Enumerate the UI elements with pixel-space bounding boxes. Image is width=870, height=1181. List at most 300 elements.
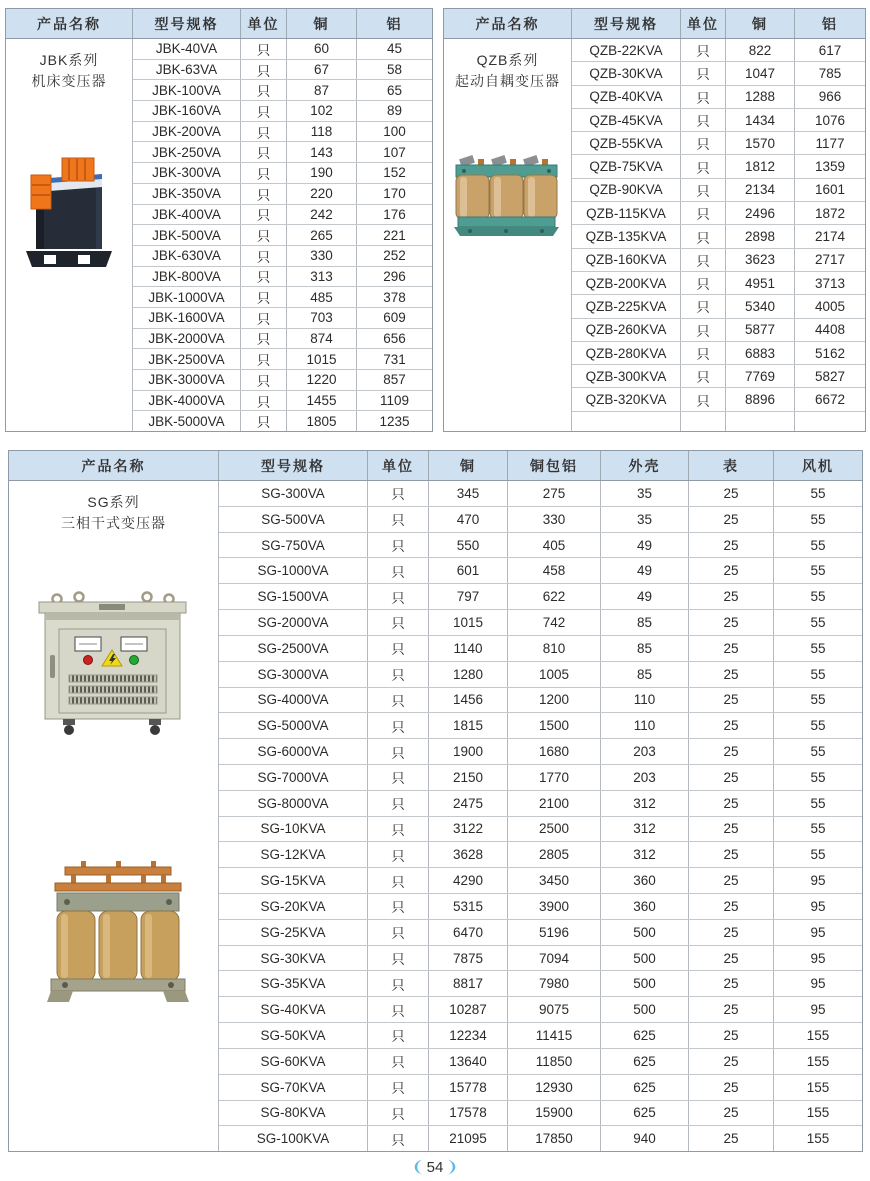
table-cell: JBK-1600VA <box>133 308 241 328</box>
table-cell: 822 <box>726 39 795 61</box>
table-cell: 155 <box>806 1027 830 1043</box>
table-cell: 742 <box>508 610 601 635</box>
table-row <box>133 246 432 267</box>
table-cell: 只 <box>241 411 287 431</box>
table-row <box>133 349 432 370</box>
column-header-unit: 单位 <box>241 9 287 38</box>
table-cell: 11850 <box>508 1049 601 1074</box>
column-header-unit: 单位 <box>681 9 726 38</box>
table-cell: 只 <box>241 370 287 390</box>
table-cell: 只 <box>368 688 429 713</box>
table-cell: 155 <box>806 1079 830 1095</box>
table-cell: 67 <box>287 60 357 80</box>
table-cell: SG-12KVA <box>219 842 368 867</box>
table-row <box>219 636 862 662</box>
table-cell: 5340 <box>726 295 795 317</box>
table-row <box>219 584 862 610</box>
table-cell: 25 <box>689 688 774 713</box>
table-cell: 只 <box>368 1049 429 1074</box>
table-cell: 只 <box>241 205 287 225</box>
sg-series-table <box>8 450 863 1152</box>
table-cell: 25 <box>689 920 774 945</box>
table-row <box>133 163 432 184</box>
table-cell: 只 <box>368 584 429 609</box>
table-row <box>133 39 432 60</box>
table-cell: 只 <box>368 971 429 996</box>
table-cell: 485 <box>287 287 357 307</box>
table-cell: 95 <box>810 976 826 992</box>
table-cell: 1455 <box>287 391 357 411</box>
table-row <box>219 842 862 868</box>
table-cell: QZB-135KVA <box>572 225 681 247</box>
table-cell: 35 <box>601 507 689 532</box>
sg-cabinet-transformer-photo <box>35 589 190 739</box>
table-cell: 只 <box>681 272 726 294</box>
table-cell: 89 <box>386 103 403 119</box>
table-cell: 1570 <box>726 132 795 154</box>
table-row <box>219 662 862 688</box>
table-cell: 49 <box>601 558 689 583</box>
table-cell: 3450 <box>508 868 601 893</box>
table-cell: 966 <box>818 89 842 105</box>
table-cell: 45 <box>386 41 403 57</box>
table-row <box>219 610 862 636</box>
table-cell: JBK-800VA <box>133 267 241 287</box>
table-cell: 1770 <box>508 765 601 790</box>
table-cell: 7094 <box>508 946 601 971</box>
table-cell: 609 <box>383 310 406 326</box>
column-header-copper: 铜 <box>429 451 508 480</box>
table-cell: QZB-260KVA <box>572 319 681 341</box>
table-cell: 只 <box>681 179 726 201</box>
table-cell: 只 <box>368 946 429 971</box>
table-row <box>219 507 862 533</box>
table-cell: SG-7000VA <box>219 765 368 790</box>
table-cell: 810 <box>508 636 601 661</box>
table-cell: 1015 <box>287 349 357 369</box>
table-rows <box>133 39 432 431</box>
table-row <box>572 342 865 365</box>
jbk-series-table <box>5 8 433 432</box>
table-cell: JBK-1000VA <box>133 287 241 307</box>
table-cell: 1900 <box>429 739 508 764</box>
table-cell: 500 <box>601 920 689 945</box>
table-cell: 1140 <box>429 636 508 661</box>
qzb-series-table <box>443 8 866 432</box>
table-row <box>219 1126 862 1151</box>
table-cell: JBK-63VA <box>133 60 241 80</box>
table-cell: 5196 <box>508 920 601 945</box>
table-cell: 只 <box>681 86 726 108</box>
column-header-product-name: 产品名称 <box>444 9 572 38</box>
table-row <box>133 142 432 163</box>
table-cell: JBK-4000VA <box>133 391 241 411</box>
table-cell: JBK-5000VA <box>133 411 241 431</box>
table-cell: 55 <box>810 511 826 527</box>
table-cell: 940 <box>601 1126 689 1151</box>
table-cell: 170 <box>383 186 406 202</box>
table-cell: SG-100KVA <box>219 1126 368 1151</box>
table-cell: 只 <box>241 39 287 59</box>
table-row <box>133 80 432 101</box>
table-cell: 7875 <box>429 946 508 971</box>
table-cell: 只 <box>368 507 429 532</box>
table-row <box>572 179 865 202</box>
table-cell: 只 <box>681 342 726 364</box>
table-cell: 只 <box>368 558 429 583</box>
table-cell: 55 <box>810 614 826 630</box>
table-cell: JBK-350VA <box>133 184 241 204</box>
table-cell: 2174 <box>814 229 846 245</box>
table-row <box>572 155 865 178</box>
table-cell: 25 <box>689 610 774 635</box>
table-cell: 2150 <box>429 765 508 790</box>
table-row <box>572 62 865 85</box>
table-cell: 95 <box>810 950 826 966</box>
table-cell: 1220 <box>287 370 357 390</box>
table-cell: 500 <box>601 971 689 996</box>
table-row <box>219 533 862 559</box>
table-cell: 55 <box>810 640 826 656</box>
table-cell: 221 <box>383 227 406 243</box>
table-cell: QZB-225KVA <box>572 295 681 317</box>
table-row <box>133 184 432 205</box>
table-cell: 265 <box>287 225 357 245</box>
column-header-aluminum: 铝 <box>386 15 403 32</box>
table-header-row <box>6 9 432 39</box>
table-cell: 17578 <box>429 1101 508 1126</box>
table-cell: 1601 <box>814 182 846 198</box>
table-cell: 622 <box>508 584 601 609</box>
table-cell: 25 <box>689 791 774 816</box>
table-row <box>572 272 865 295</box>
table-row <box>572 388 865 411</box>
table-cell: 1456 <box>429 688 508 713</box>
table-cell: 360 <box>601 894 689 919</box>
sg-open-coil-transformer-photo <box>43 861 193 1009</box>
table-cell: 只 <box>681 249 726 271</box>
table-cell: 只 <box>368 894 429 919</box>
table-cell: 25 <box>689 713 774 738</box>
table-cell: 1235 <box>379 413 410 429</box>
table-row <box>572 249 865 272</box>
column-header-meter: 表 <box>689 451 774 480</box>
table-cell: 55 <box>810 769 826 785</box>
table-cell: JBK-2500VA <box>133 349 241 369</box>
table-cell: 176 <box>383 206 406 222</box>
table-cell: 25 <box>689 1126 774 1151</box>
table-cell: 6883 <box>726 342 795 364</box>
table-cell: 500 <box>601 946 689 971</box>
table-cell: 703 <box>287 308 357 328</box>
table-cell: 1200 <box>508 688 601 713</box>
table-cell: 3900 <box>508 894 601 919</box>
column-header-enclosure: 外壳 <box>601 451 689 480</box>
table-cell: 625 <box>601 1075 689 1100</box>
table-cell: 只 <box>241 391 287 411</box>
table-row <box>133 225 432 246</box>
table-cell: SG-70KVA <box>219 1075 368 1100</box>
table-cell: QZB-320KVA <box>572 388 681 410</box>
table-cell: 60 <box>287 39 357 59</box>
table-cell: 617 <box>818 42 842 58</box>
table-cell: SG-30KVA <box>219 946 368 971</box>
table-cell: JBK-3000VA <box>133 370 241 390</box>
table-cell: 只 <box>241 225 287 245</box>
table-cell: 只 <box>241 163 287 183</box>
table-cell: JBK-400VA <box>133 205 241 225</box>
table-row <box>219 997 862 1023</box>
table-cell: JBK-200VA <box>133 122 241 142</box>
table-cell: 5877 <box>726 319 795 341</box>
table-cell: 只 <box>368 481 429 506</box>
table-cell: 1812 <box>726 155 795 177</box>
table-cell: 2100 <box>508 791 601 816</box>
table-row <box>219 946 862 972</box>
table-cell: SG-50KVA <box>219 1023 368 1048</box>
table-cell: 只 <box>681 319 726 341</box>
table-cell: SG-3000VA <box>219 662 368 687</box>
table-cell: QZB-75KVA <box>572 155 681 177</box>
table-cell: 1005 <box>508 662 601 687</box>
table-cell: 1015 <box>429 610 508 635</box>
table-cell: 只 <box>368 1101 429 1126</box>
table-cell: SG-300VA <box>219 481 368 506</box>
table-cell: 85 <box>601 610 689 635</box>
table-cell: 8896 <box>726 388 795 410</box>
table-row <box>133 391 432 412</box>
table-cell: 155 <box>806 1105 830 1121</box>
table-cell: 1280 <box>429 662 508 687</box>
table-cell: 330 <box>508 507 601 532</box>
table-cell: 8817 <box>429 971 508 996</box>
empty-row <box>572 412 865 431</box>
table-cell: QZB-200KVA <box>572 272 681 294</box>
table-cell: 55 <box>810 744 826 760</box>
page-next-icon <box>446 1159 456 1175</box>
table-cell: 25 <box>689 765 774 790</box>
table-cell: 312 <box>601 817 689 842</box>
product-name-cell <box>444 39 572 431</box>
table-cell: 1805 <box>287 411 357 431</box>
table-cell: 只 <box>241 267 287 287</box>
table-cell: JBK-40VA <box>133 39 241 59</box>
table-cell: SG-5000VA <box>219 713 368 738</box>
table-cell: 458 <box>508 558 601 583</box>
column-header-copper-clad-al: 铜包铝 <box>508 451 601 480</box>
table-row <box>219 688 862 714</box>
table-cell: 只 <box>368 920 429 945</box>
column-header-model-spec: 型号规格 <box>133 9 241 38</box>
table-cell: 65 <box>386 82 403 98</box>
table-cell: 25 <box>689 533 774 558</box>
table-cell: 只 <box>681 225 726 247</box>
table-row <box>572 86 865 109</box>
table-cell: 190 <box>287 163 357 183</box>
table-cell: JBK-300VA <box>133 163 241 183</box>
table-cell: QZB-55KVA <box>572 132 681 154</box>
table-cell: 只 <box>368 610 429 635</box>
table-cell: 4408 <box>814 322 846 338</box>
column-header-fan: 风机 <box>802 457 834 474</box>
table-cell: 只 <box>681 388 726 410</box>
table-cell: 55 <box>810 821 826 837</box>
table-row <box>219 817 862 843</box>
table-cell: 85 <box>601 662 689 687</box>
table-row <box>219 868 862 894</box>
table-cell: 2134 <box>726 179 795 201</box>
table-cell: QZB-115KVA <box>572 202 681 224</box>
table-cell: SG-35KVA <box>219 971 368 996</box>
table-cell: 55 <box>810 718 826 734</box>
table-cell: QZB-160KVA <box>572 249 681 271</box>
table-cell: 25 <box>689 971 774 996</box>
table-row <box>572 365 865 388</box>
table-cell: 25 <box>689 1049 774 1074</box>
table-cell: 1359 <box>814 159 846 175</box>
table-row <box>572 225 865 248</box>
table-cell: 只 <box>241 349 287 369</box>
table-row <box>572 295 865 318</box>
table-cell: 只 <box>368 765 429 790</box>
table-cell: SG-2500VA <box>219 636 368 661</box>
table-cell: 2496 <box>726 202 795 224</box>
table-cell: 只 <box>241 184 287 204</box>
table-cell <box>795 412 865 431</box>
table-row <box>133 370 432 391</box>
table-cell: 只 <box>681 365 726 387</box>
table-cell: 1500 <box>508 713 601 738</box>
table-cell: 只 <box>368 817 429 842</box>
table-cell: 7769 <box>726 365 795 387</box>
table-cell: 12234 <box>429 1023 508 1048</box>
table-cell: 2717 <box>814 252 846 268</box>
table-cell: 5162 <box>814 345 846 361</box>
table-cell: 625 <box>601 1049 689 1074</box>
table-cell: 2500 <box>508 817 601 842</box>
table-cell: 312 <box>601 842 689 867</box>
column-header-product-name: 产品名称 <box>6 9 133 38</box>
table-cell: 25 <box>689 817 774 842</box>
product-name-cell <box>9 481 219 1151</box>
table-cell: SG-80KVA <box>219 1101 368 1126</box>
table-cell: 625 <box>601 1023 689 1048</box>
table-cell: 4951 <box>726 272 795 294</box>
table-cell: 1872 <box>814 205 846 221</box>
table-cell: 330 <box>287 246 357 266</box>
table-cell: 只 <box>368 1075 429 1100</box>
table-cell: 4005 <box>814 298 846 314</box>
table-cell: 313 <box>287 267 357 287</box>
table-row <box>219 791 862 817</box>
page-prev-icon <box>414 1159 424 1175</box>
table-cell: 只 <box>241 122 287 142</box>
table-header-row <box>9 451 862 481</box>
table-cell: 12930 <box>508 1075 601 1100</box>
table-row <box>219 1049 862 1075</box>
table-row <box>133 205 432 226</box>
table-cell: 25 <box>689 1075 774 1100</box>
table-row <box>572 319 865 342</box>
table-cell: 只 <box>368 997 429 1022</box>
table-cell: SG-60KVA <box>219 1049 368 1074</box>
table-cell: 25 <box>689 894 774 919</box>
table-cell: QZB-280KVA <box>572 342 681 364</box>
column-header-model-spec: 型号规格 <box>572 9 681 38</box>
column-header-aluminum: 铝 <box>822 15 838 32</box>
table-cell: 6672 <box>814 392 846 408</box>
table-cell <box>681 412 726 431</box>
table-cell: SG-750VA <box>219 533 368 558</box>
table-cell: SG-15KVA <box>219 868 368 893</box>
table-cell <box>572 412 681 431</box>
table-cell: 1680 <box>508 739 601 764</box>
table-row <box>572 132 865 155</box>
column-header-product-name: 产品名称 <box>9 451 219 480</box>
table-cell: JBK-2000VA <box>133 329 241 349</box>
table-cell: 3623 <box>726 249 795 271</box>
table-cell: 49 <box>601 533 689 558</box>
table-row <box>133 287 432 308</box>
table-row <box>572 39 865 62</box>
table-cell: 378 <box>383 289 406 305</box>
page-number: 54 <box>426 1158 444 1176</box>
table-cell: 15900 <box>508 1101 601 1126</box>
table-cell: 只 <box>368 739 429 764</box>
column-header-copper: 铜 <box>287 9 357 38</box>
table-cell: 95 <box>810 924 826 940</box>
table-cell: 470 <box>429 507 508 532</box>
table-cell: 625 <box>601 1101 689 1126</box>
table-cell: 102 <box>287 101 357 121</box>
table-cell: 11415 <box>508 1023 601 1048</box>
table-row <box>133 329 432 350</box>
table-cell: 3628 <box>429 842 508 867</box>
table-cell: 55 <box>810 847 826 863</box>
table-cell: 1288 <box>726 86 795 108</box>
table-cell: 107 <box>383 144 406 160</box>
column-header-model-spec: 型号规格 <box>219 451 368 480</box>
table-cell: SG-4000VA <box>219 688 368 713</box>
table-header-row <box>444 9 865 39</box>
table-cell: 118 <box>287 122 357 142</box>
table-cell: 只 <box>368 791 429 816</box>
table-rows <box>219 481 862 1151</box>
table-cell: 49 <box>601 584 689 609</box>
table-cell: 3122 <box>429 817 508 842</box>
table-cell: 25 <box>689 481 774 506</box>
table-cell: 只 <box>681 155 726 177</box>
table-row <box>219 920 862 946</box>
table-row <box>219 481 862 507</box>
column-header-unit: 单位 <box>368 451 429 480</box>
table-cell: 1815 <box>429 713 508 738</box>
table-cell: 85 <box>601 636 689 661</box>
table-cell: 110 <box>601 688 689 713</box>
table-row <box>219 713 862 739</box>
table-cell: JBK-160VA <box>133 101 241 121</box>
table-cell: 95 <box>810 1002 826 1018</box>
table-rows <box>572 39 865 412</box>
table-cell: 只 <box>241 308 287 328</box>
table-cell: SG-1000VA <box>219 558 368 583</box>
table-cell: 只 <box>681 295 726 317</box>
table-cell <box>726 412 795 431</box>
table-cell: 只 <box>681 132 726 154</box>
table-cell: 87 <box>287 80 357 100</box>
table-cell: 只 <box>368 636 429 661</box>
table-cell: SG-1500VA <box>219 584 368 609</box>
